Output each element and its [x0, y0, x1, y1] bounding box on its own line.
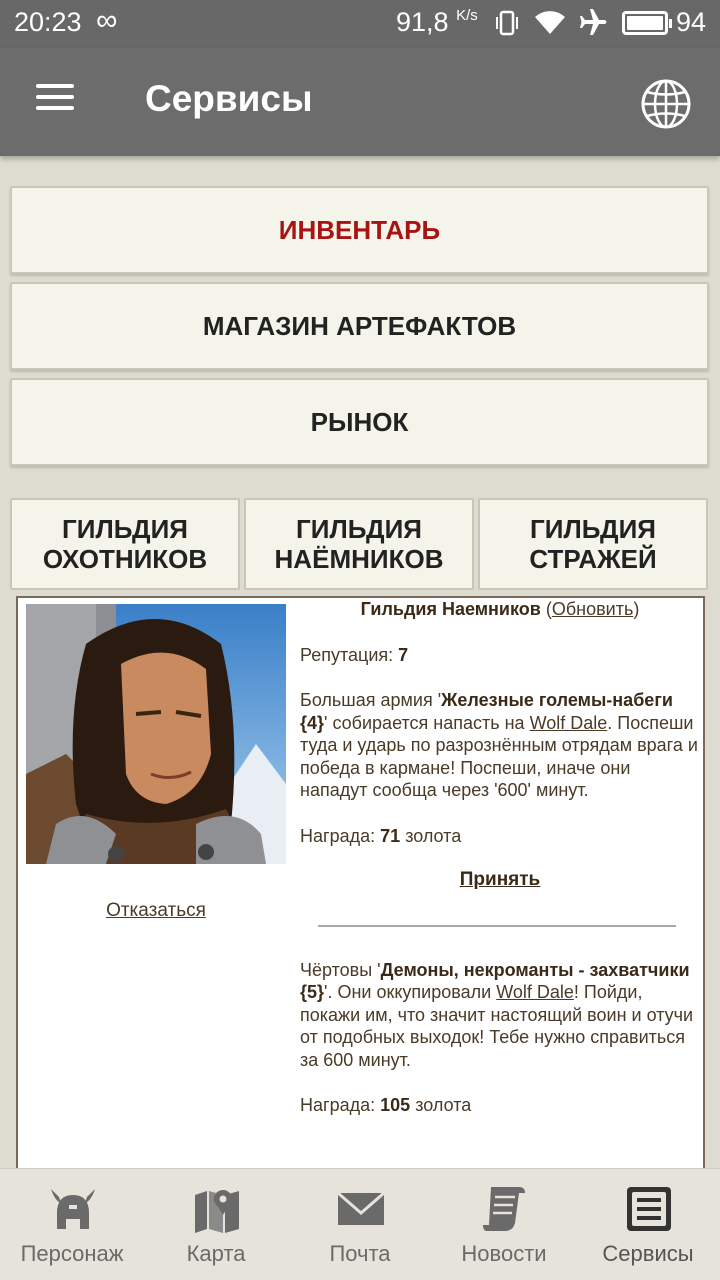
location-link[interactable]: Wolf Dale [529, 712, 608, 733]
hunters-guild-button[interactable] [10, 498, 240, 590]
accept-link[interactable]: Принять [459, 869, 541, 890]
nav-services[interactable] [576, 1169, 720, 1280]
nav-label: Сервисы [602, 1241, 694, 1266]
nav-news[interactable] [432, 1169, 576, 1280]
network-speed [396, 7, 478, 38]
reputation-label: Репутация: [300, 644, 394, 665]
page-title: Сервисы [145, 78, 313, 119]
reward-value: 105 [380, 1095, 411, 1115]
guild-label-line1: ГИЛЬДИЯ [530, 514, 656, 544]
decline-link[interactable]: Отказаться [106, 900, 206, 921]
services-icon [623, 1183, 675, 1235]
guards-guild-button[interactable] [478, 498, 708, 590]
guild-label-line2: ОХОТНИКОВ [42, 544, 208, 574]
menu-icon[interactable] [36, 82, 76, 112]
nav-mail[interactable] [288, 1169, 432, 1280]
reputation-value: 7 [398, 644, 409, 665]
guild-label-line1: ГИЛЬДИЯ [296, 514, 422, 544]
network-speed-value: 91,8 [396, 7, 449, 37]
artifact-shop-button[interactable]: МАГАЗИН АРТЕФАКТОВ [10, 282, 709, 370]
battery-icon [622, 11, 668, 35]
network-speed-unit: K/s [456, 7, 478, 24]
reward-unit: золота [415, 1095, 472, 1115]
quest-description: Чёртовы 'Демоны, некроманты - захватчики {5}'. Они оккупировали Wolf Dale! Пойди, покажи им, что значит настоящий воин и отучи от подобных выходок! Тебе нужно справиться за 600 минут. [300, 959, 694, 1070]
wifi-icon [534, 8, 566, 36]
helmet-icon [47, 1183, 99, 1235]
bottom-nav [0, 1168, 720, 1280]
guild-label-line1: ГИЛЬДИЯ [62, 514, 188, 544]
inventory-button[interactable]: ИНВЕНТАРЬ [10, 186, 709, 274]
divider [318, 925, 676, 927]
status-time: 20:23 [14, 7, 82, 37]
scroll-icon [479, 1183, 531, 1235]
nav-character[interactable] [0, 1169, 144, 1280]
nav-label: Новости [461, 1241, 547, 1266]
guild-name: Гильдия Наемников [360, 599, 541, 619]
enemy-name: Демоны, некроманты - захватчики {5} [300, 959, 690, 1002]
reward-label: Награда: [300, 1095, 376, 1115]
reward-value: 71 [380, 825, 401, 846]
mercenary-portrait [26, 604, 286, 864]
mail-icon [335, 1183, 387, 1235]
status-bar [0, 0, 720, 48]
map-icon [191, 1183, 243, 1235]
airplane-icon [578, 7, 608, 37]
guild-label-line2: НАЁМНИКОВ [274, 544, 444, 574]
quest-description: Большая армия 'Железные големы-набеги {4}' собирается напасть на Wolf Dale. Поспеши туда и ударь по разрознённым отрядам врага и победа в кармане! Поспеши, иначе они нападут сообща через '600' минут. [300, 690, 698, 800]
guild-panel [16, 596, 705, 1196]
refresh-link[interactable]: Обновить [551, 599, 634, 619]
nav-map[interactable] [144, 1169, 288, 1280]
nav-label: Почта [329, 1241, 391, 1266]
market-button[interactable]: РЫНОК [10, 378, 709, 466]
reward-unit: золота [405, 825, 462, 846]
app-bar [0, 48, 720, 156]
vibrate-icon [496, 10, 518, 36]
guild-label-line2: СТРАЖЕЙ [529, 544, 657, 574]
reward-label: Награда: [300, 825, 376, 846]
location-link[interactable]: Wolf Dale [496, 982, 574, 1002]
enemy-name: Железные големы-набеги {4} [300, 690, 673, 733]
battery-percent: 94 [676, 7, 707, 37]
mercenaries-guild-button[interactable] [244, 498, 474, 590]
nav-label: Персонаж [20, 1241, 124, 1266]
nav-label: Карта [186, 1241, 246, 1266]
infinity-icon: ∞ [96, 4, 118, 37]
globe-icon[interactable] [640, 78, 692, 130]
quest-content: Гильдия Наемников (Обновить) Репутация: 7 Большая армия 'Железные големы-набеги {4}' собирается напасть на Wolf Dale. Поспеши туда и ударь по разрознённым отрядам врага и победа в кармане! Поспеши, иначе они нападут сообща через '600' минут. Награда: 71 золота Принять Чёртовы 'Демоны, некроманты - захватчики {5}'. Они оккупировали Wolf Dale! Пойди, покажи им, что значит настоящий воин и отучи от подобных выходок! Тебе нужно справиться за 600 минут. Награда: 105 золота [300, 598, 700, 1117]
